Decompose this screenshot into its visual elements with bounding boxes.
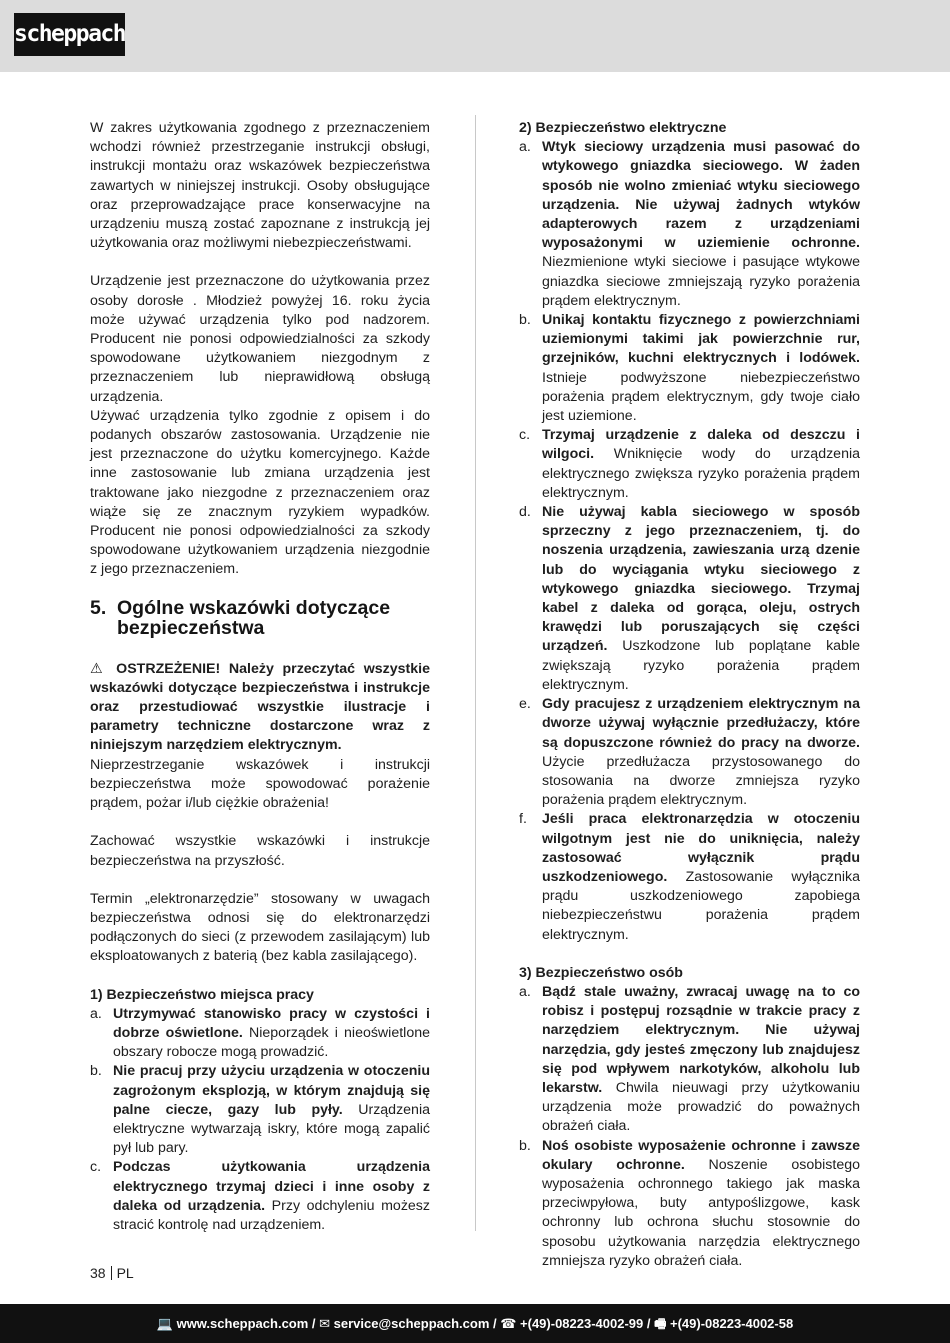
list-letter: b. xyxy=(519,312,531,329)
column-divider xyxy=(475,115,476,1231)
list-item xyxy=(90,1158,430,1235)
section-heading xyxy=(90,598,430,638)
list-text: Użycie przedłużacza przystosowanego do stosowania na dworze zmniejsza ryzyko porażenia prądem elektrycznym. xyxy=(542,753,860,809)
list-item xyxy=(519,138,860,311)
warning-text: Nieprzestrzeganie wskazówek i instrukcji bezpieczeństwa może spowodować porażenie prądem, pożar i/lub ciężkie obrażenia! xyxy=(90,756,430,812)
list-text: Urządzenia elektryczne wytwarzają iskry, które mogą zapalić pył lub pary. xyxy=(113,1101,430,1157)
list-bold-text: Utrzymywać stanowisko pracy w czystości i dobrze oświetlone. xyxy=(113,1005,430,1041)
page-number xyxy=(90,1265,134,1281)
intro-paragraph-2: Urządzenie jest przeznaczone do użytkowania przez osoby dorosłe . Młodzież powyżej 16. roku życia może używać urządzenia tylko pod nadzorem. Producent nie ponosi odpowiedzialności za szkody spowodowane użytkowaniem niezgodnym z przeznaczeniem lub nieprawidłową obsługą urządzenia. xyxy=(90,273,430,405)
list-bold-text: Noś osobiste wyposażenie ochronne i zawsze okulary ochronne. xyxy=(542,1137,860,1173)
list-item xyxy=(90,1062,430,1158)
list-text: Noszenie osobistego wyposażenia ochronnego takiego jak maska przeciwpyłowa, buty antypoślizgowe, kask ochronny lub ochrona słuchu stosownie do sposobu użytkowania narzędzia elektrycznego zmniejsza ryzyko obrażeń ciała. xyxy=(542,1156,861,1269)
subsection-title-personal: 3) Bezpieczeństwo osób xyxy=(519,964,683,981)
list-bold-text: Jeśli praca elektronarzędzia w otoczeniu wilgotnym jest nie do uniknięcia, należy zastosować wyłącznik prądu uszkodzeniowego. xyxy=(542,811,860,885)
list-item xyxy=(519,426,860,503)
list-text: Zastosowanie wyłącznika prądu uszkodzeniowego zapobiega niebezpieczeństwu porażenia prądem elektrycznym. xyxy=(542,868,860,943)
list-text: Niezmienione wtyki sieciowe i pasujące wtykowe gniazdka sieciowe zmniejszają ryzyko porażenia prądem elektrycznym. xyxy=(542,254,860,309)
subsection-title-electrical: 2) Bezpieczeństwo elektryczne xyxy=(519,120,727,136)
warning-icon: ⚠ xyxy=(90,660,108,677)
list-letter: f. xyxy=(519,811,527,828)
list-letter: c. xyxy=(90,1159,102,1176)
list-text: Nieporządek i nieoświetlone obszary robocze mogą prowadzić. xyxy=(113,1024,430,1061)
header-bar xyxy=(0,0,950,72)
list-item xyxy=(519,503,860,695)
list-text: Istnieje podwyższone niebezpieczeństwo porażenia prądem elektrycznym, gdy twoje ciało jest uziemione. xyxy=(542,369,860,425)
list-bold-text: Podczas użytkowania urządzenia elektrycznego trzymaj dzieci i inne osoby z daleka od urządzenia. xyxy=(113,1159,430,1214)
footer-contact-bar: 💻 www.scheppach.com / ✉ service@scheppach.com / ☎ +(49)-08223-4002-99 / 🖷 +(49)-08223-4002-58 xyxy=(0,1304,950,1343)
list-letter: a. xyxy=(90,1005,102,1022)
list-text: Wniknięcie wody do urządzenia elektrycznego zwiększa ryzyko porażenia prądem elektrycznym. xyxy=(542,446,860,501)
list-letter: a. xyxy=(519,983,531,1000)
list-item xyxy=(519,1137,860,1271)
right-column xyxy=(519,119,860,1271)
list-letter: b. xyxy=(90,1063,102,1080)
list-bold-text: Nie używaj kabla sieciowego w sposób sprzeczny z jego przeznaczeniem, tj. do noszenia urządzenia, zawieszania urzą dzenie lub do wyciągania wtyku sieciowego z wtykowego gniazdka sieciowego. Trzymaj kabel z daleka od gorąca, oleju, ostrych krawędzi lub poruszających się części urządzeń. xyxy=(542,504,860,655)
list-bold-text: Wtyk sieciowy urządzenia musi pasować do wtykowego gniazdka sieciowego. W żaden sposób nie wolno zmieniać wtyku sieciowego urządzenia. Nie używaj żadnych wtyków adapterowych razem z urządzeniami wyposażonymi w uziemienie ochronne. xyxy=(542,139,860,252)
subsection-title-workplace: 1) Bezpieczeństwo miejsca pracy xyxy=(90,986,314,1003)
section-number: 5. xyxy=(90,596,107,619)
list-bold-text: Nie pracuj przy użyciu urządzenia w otoczeniu zagrożonym eksplozją, w którym znajdują się palne ciecze, gazy lub pyły. xyxy=(113,1063,430,1118)
section-title: Ogólne wskazówki dotyczące bezpieczeństwa xyxy=(117,596,391,639)
list-letter: e. xyxy=(519,696,531,713)
list-letter: d. xyxy=(519,504,531,521)
list-item xyxy=(519,983,860,1137)
keep-instructions-text: Zachować wszystkie wskazówki i instrukcje bezpieczeństwa na przyszłość. xyxy=(90,833,430,869)
warning-bold-text: OSTRZEŻENIE! Należy przeczytać wszystkie wskazówki dotyczące bezpieczeństwa i instrukcje oraz przestudiować wszystkie ilustracje i parametry techniczne dostarczone wraz z niniejszym narzędziem elektrycznym. xyxy=(90,660,430,754)
intro-paragraph-3: Używać urządzenia tylko zgodnie z opisem i do podanych obszarów zastosowania. Urządzenie nie jest przeznaczone do użytku komercyjnego. Każde inne zastosowanie lub zmiana urządzenia jest traktowane jako niezgodne z przeznaczeniem oraz wiąże się ze znacznym ryzykiem wypadków. Producent nie ponosi odpowiedzialności za szkody spowodowane użytkowaniem urządzenia niezgodnie z jego przeznaczeniem. xyxy=(90,407,430,578)
page-number-value: 38 xyxy=(90,1265,106,1281)
list-bold-text: Unikaj kontaktu fizycznego z powierzchniami uziemionymi takimi jak powierzchnie rur, grzejników, kuchni elektrycznych i lodówek. xyxy=(542,312,860,367)
list-item xyxy=(90,1005,430,1063)
list-letter: b. xyxy=(519,1137,531,1154)
list-bold-text: Bądź stale uważny, zwracaj uwagę na to co robisz i postępuj rozsądnie w trakcie pracy z narzędziem elektrycznym. Nie używaj narzędzia, gdy jesteś zmęczony lub znajdujesz się pod wpływem narkotyków, alkoholu lub lekarstw. xyxy=(542,983,860,1096)
warning-block xyxy=(90,660,430,756)
list-text: Przy odchyleniu możesz stracić kontrolę nad urządzeniem. xyxy=(113,1197,430,1233)
list-letter: a. xyxy=(519,139,531,156)
list-item xyxy=(519,810,860,944)
brand-logo: scheppach xyxy=(14,13,125,56)
list-item xyxy=(519,311,860,426)
list-item xyxy=(519,695,860,810)
term-definition-text: Termin „elektronarzędzie” stosowany w uwagach bezpieczeństwa odnosi się do elektronarzędzi podłączonych do sieci (z przewodem zasilającym) lub eksploatowanych z baterią (bez kabla zasilającego). xyxy=(90,890,430,965)
list-bold-text: Gdy pracujesz z urządzeniem elektrycznym na dworze używaj wyłącznie przedłużaczy, które są dopuszczone również do pracy na dworze. xyxy=(542,696,860,751)
left-column xyxy=(90,119,430,1235)
page-language: PL xyxy=(116,1265,134,1281)
list-letter: c. xyxy=(519,427,531,444)
list-bold-text: Trzymaj urządzenie z daleka od deszczu i wilgoci. xyxy=(542,427,860,463)
list-text: Chwila nieuwagi przy użytkowaniu urządzenia może prowadzić do poważnych obrażeń ciała. xyxy=(542,1079,860,1135)
list-text: Uszkodzone lub poplątane kable zwiększają ryzyko porażenia prądem elektrycznym. xyxy=(542,638,860,693)
intro-paragraph-1: W zakres użytkowania zgodnego z przeznaczeniem wchodzi również przestrzeganie instrukcji obsługi, instrukcji montażu oraz wskazówek bezpieczeństwa zawartych w niniejszej instrukcji. Osoby obsługujące oraz przeprowadzające prace konserwacyjne na urządzeniu muszą zostać zapoznane z instrukcją jej użytkowania oraz możliwymi niebezpieczeństwami. xyxy=(90,120,430,252)
